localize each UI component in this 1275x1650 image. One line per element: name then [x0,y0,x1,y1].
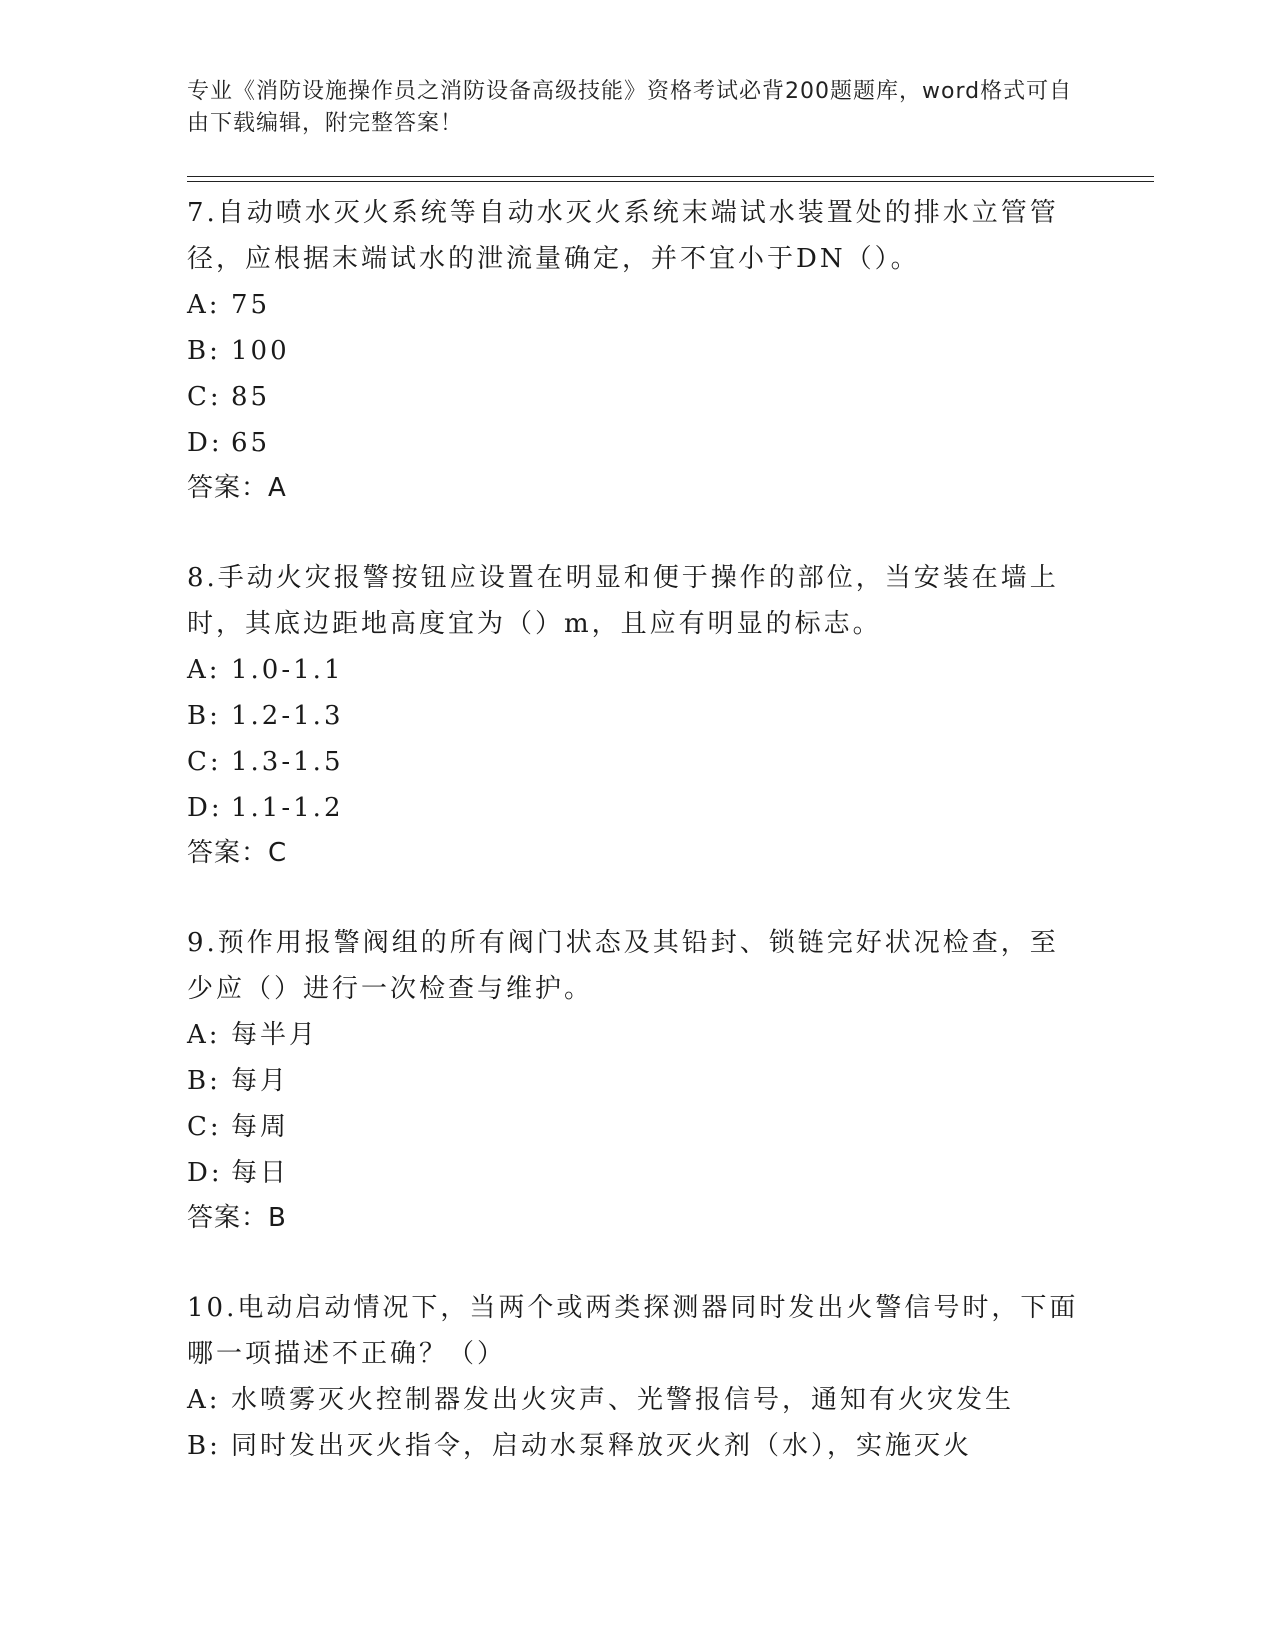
question-stem: 8.手动火灾报警按钮应设置在明显和便于操作的部位，当安装在墙上时，其底边距地高度宜为（）m，且应有明显的标志。 [187,563,1059,639]
question-block [187,920,1087,1240]
question-block [187,555,1087,875]
option-text: 每月 [231,1066,290,1096]
question-stem: 10.电动启动情况下，当两个或两类探测器同时发出火警信号时，下面哪一项描述不正确？（） [187,1293,1079,1369]
option-letter: A: [187,1385,221,1415]
option-b [187,328,1087,374]
option-letter: B: [187,1066,221,1096]
option-text: 同时发出灭火指令，启动水泵释放灭火剂（水），实施灭火 [231,1431,973,1461]
question-stem: 9.预作用报警阀组的所有阀门状态及其铅封、锁链完好状况检查，至少应（）进行一次检查与维护。 [187,928,1059,1004]
question-block [187,190,1087,510]
option-d [187,785,1087,831]
option-letter: D: [187,793,223,823]
option-letter: C: [187,1112,222,1142]
header-divider-bottom [187,181,1154,182]
option-a [187,282,1087,328]
option-b [187,1423,1087,1469]
option-d [187,420,1087,466]
option-text: 水喷雾灭火控制器发出火灾声、光警报信号，通知有火灾发生 [231,1385,1015,1415]
option-letter: A: [187,290,221,320]
option-letter: A: [187,1020,221,1050]
header-divider-top [187,176,1154,177]
answer-line: 答案：A [187,473,287,503]
option-text: 每半月 [231,1020,319,1050]
document-header: 专业《消防设施操作员之消防设备高级技能》资格考试必背200题题库，word格式可自由下载编辑，附完整答案！ [187,79,1073,136]
option-text: 每周 [231,1112,290,1142]
option-c [187,739,1087,785]
option-a [187,1377,1087,1423]
question-block [187,1285,1087,1469]
question-stem: 7.自动喷水灭火系统等自动水灭火系统末端试水装置处的排水立管管径，应根据末端试水的泄流量确定，并不宜小于DN（）。 [187,198,1059,274]
option-c [187,374,1087,420]
option-text: 75 [231,290,271,320]
option-letter: C: [187,382,222,412]
answer-line: 答案：B [187,1203,287,1233]
option-a [187,647,1087,693]
option-letter: A: [187,655,221,685]
option-text: 1.1-1.2 [231,793,344,823]
option-text: 85 [231,382,271,412]
answer-line: 答案：C [187,838,288,868]
option-letter: B: [187,336,221,366]
option-text: 1.2-1.3 [231,701,344,731]
option-text: 65 [231,428,271,458]
option-a [187,1012,1087,1058]
option-letter: B: [187,701,221,731]
option-text: 每日 [231,1158,290,1188]
option-letter: D: [187,428,223,458]
option-text: 100 [231,336,290,366]
option-letter: B: [187,1431,221,1461]
option-c [187,1104,1087,1150]
option-b [187,1058,1087,1104]
option-text: 1.0-1.1 [231,655,344,685]
option-d [187,1150,1087,1196]
option-b [187,693,1087,739]
option-text: 1.3-1.5 [231,747,344,777]
option-letter: D: [187,1158,223,1188]
option-letter: C: [187,747,222,777]
